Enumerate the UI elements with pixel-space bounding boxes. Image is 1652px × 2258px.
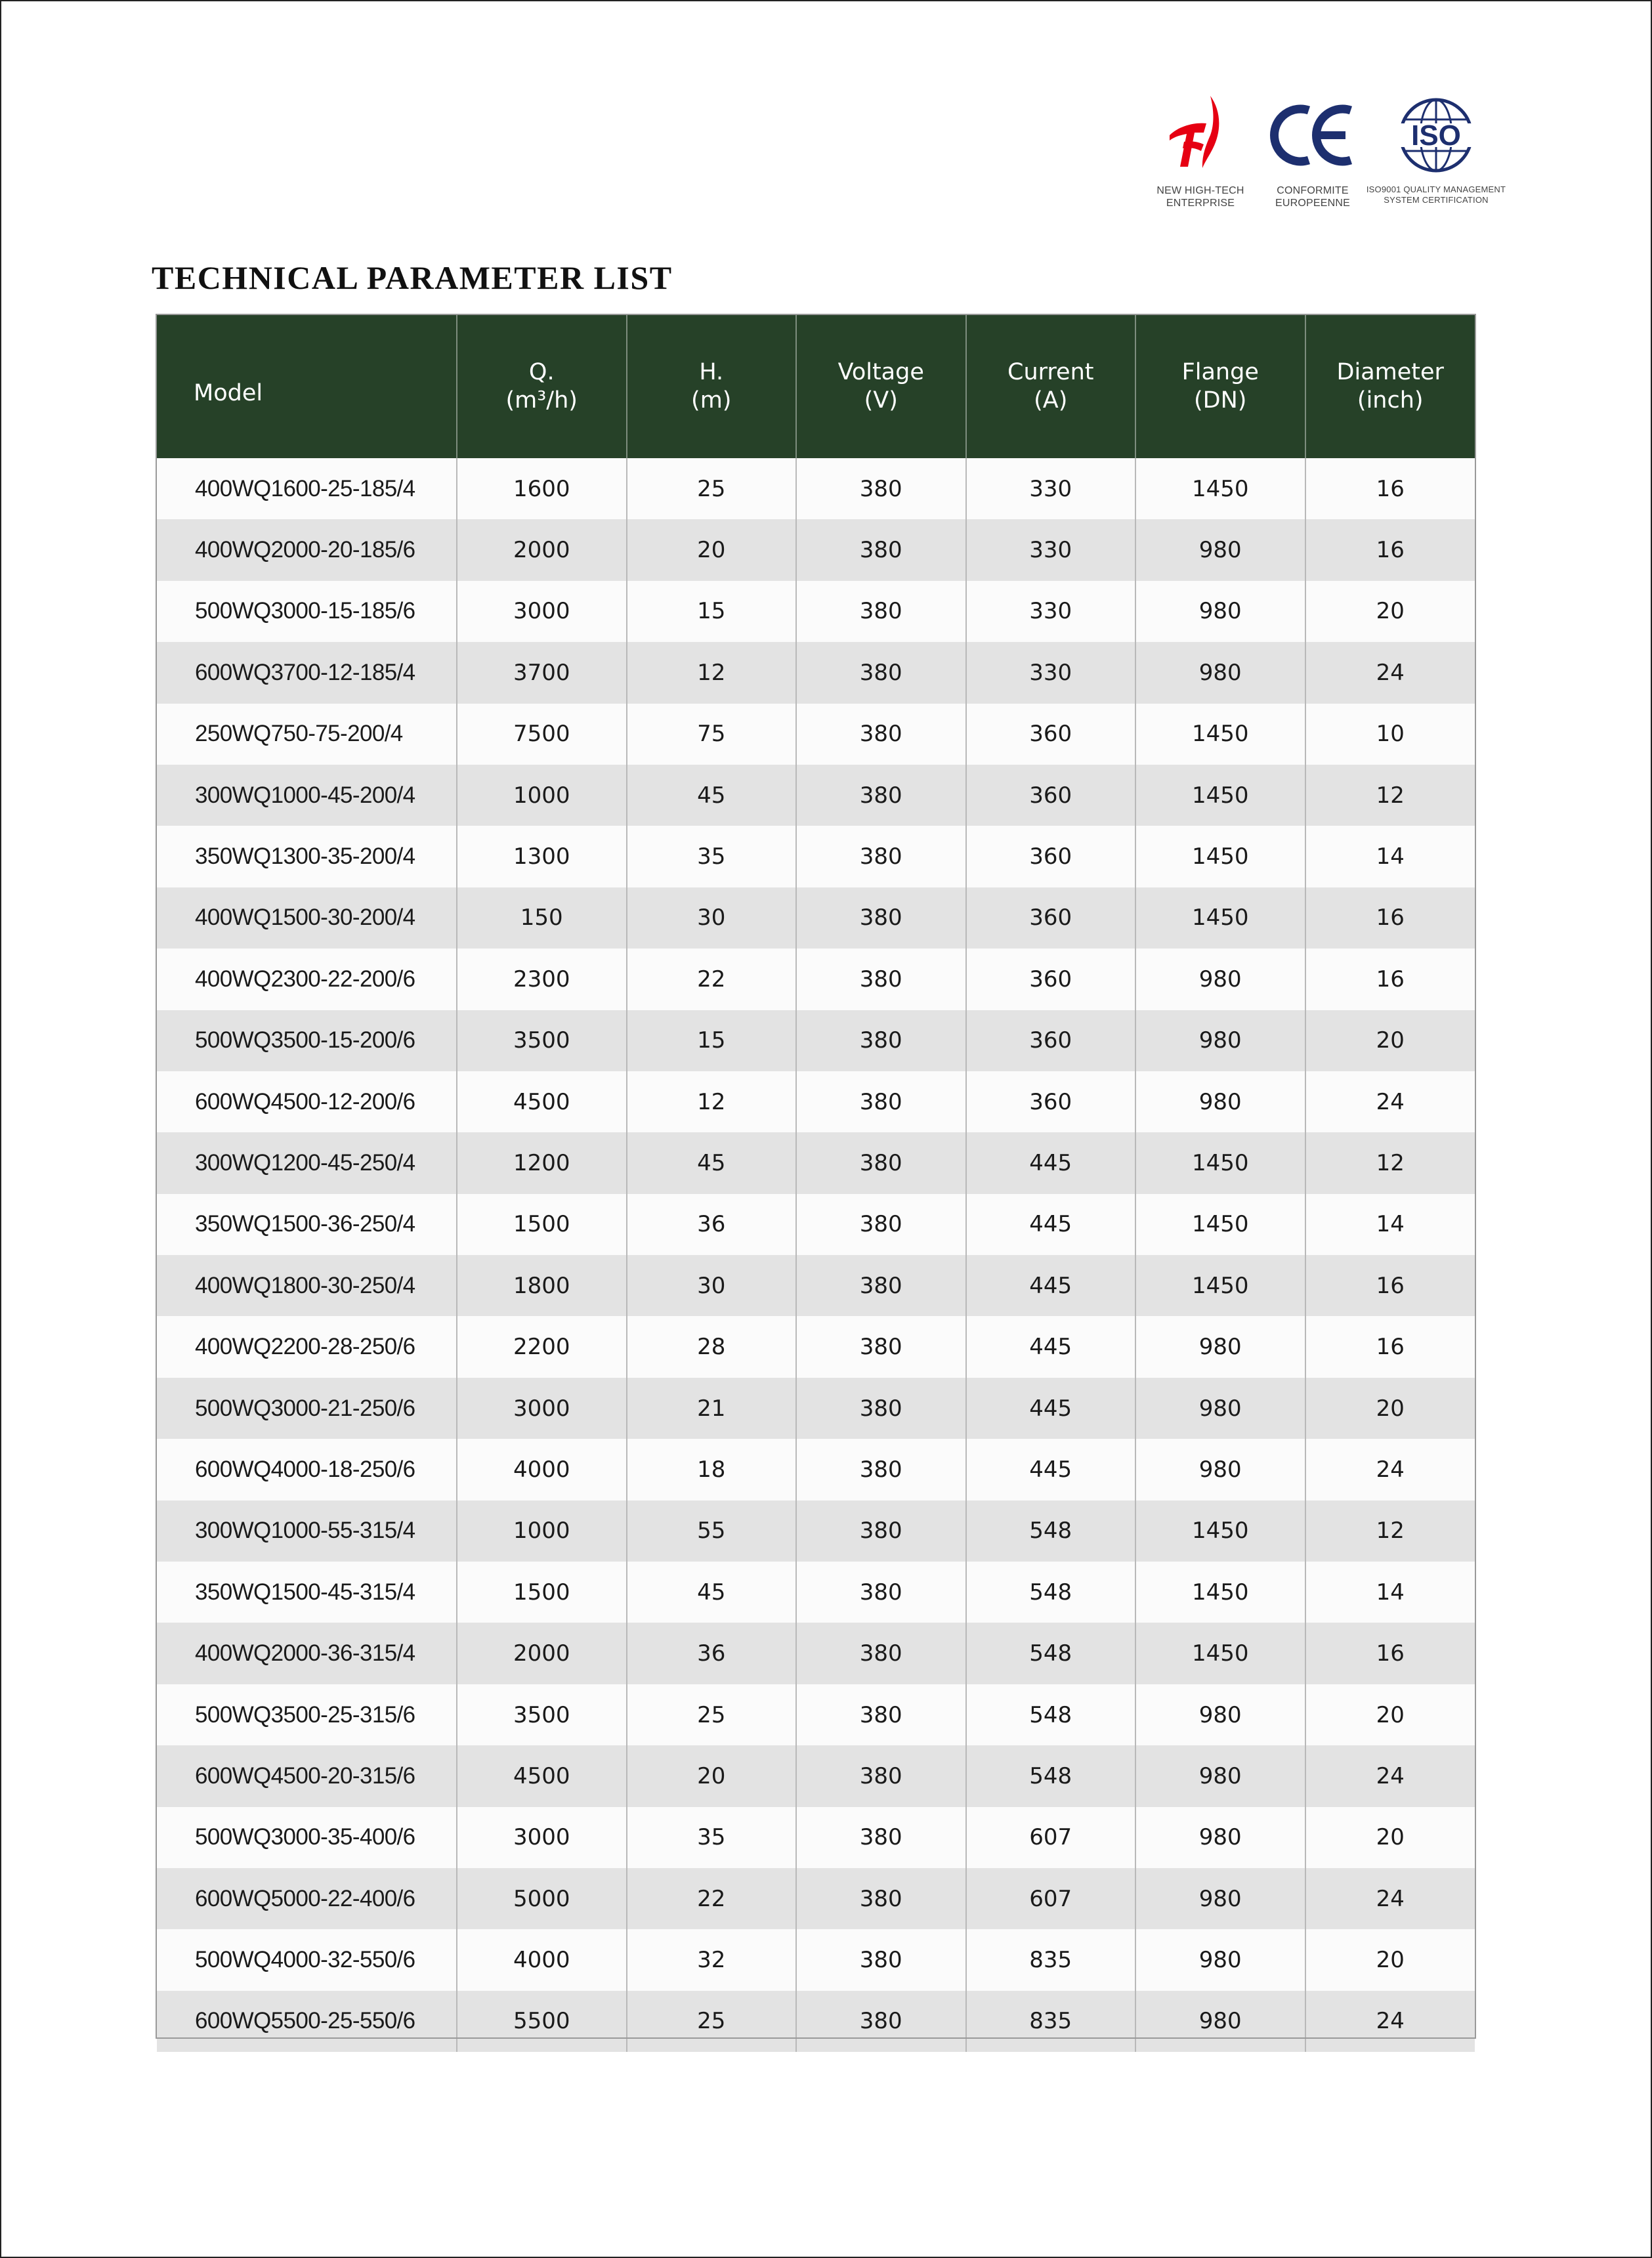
flow-cell: 2000 [457,519,627,580]
voltage-cell: 380 [796,1807,966,1868]
table-row [157,1501,1475,1562]
table-row [157,1132,1475,1193]
flow-cell: 4500 [457,1071,627,1132]
table-row [157,887,1475,948]
flow-cell: 2300 [457,948,627,1010]
diameter-cell: 16 [1305,1623,1475,1684]
diameter-cell: 14 [1305,1562,1475,1623]
model-cell: 600WQ5500-25-550/6 [157,1991,457,2052]
diameter-cell: 20 [1305,1929,1475,1990]
head-cell: 45 [627,765,797,826]
voltage-cell: 380 [796,1071,966,1132]
ce-mark-icon [1267,93,1359,177]
flange-cell: 980 [1135,1929,1305,1990]
flow-cell: 1500 [457,1194,627,1255]
model-cell: 400WQ1500-30-200/4 [157,887,457,948]
table-header [157,315,1475,458]
head-cell: 75 [627,704,797,765]
diameter-cell: 10 [1305,704,1475,765]
current-cell: 445 [966,1378,1136,1439]
model-cell: 500WQ4000-32-550/6 [157,1929,457,1990]
current-cell: 360 [966,1071,1136,1132]
flange-cell: 980 [1135,1868,1305,1929]
model-cell: 400WQ2000-36-315/4 [157,1623,457,1684]
table-row [157,765,1475,826]
model-cell: 300WQ1200-45-250/4 [157,1132,457,1193]
head-cell: 25 [627,1684,797,1745]
iso-logo-text: ISO [1411,119,1461,152]
diameter-cell: 24 [1305,1439,1475,1500]
head-cell: 20 [627,1745,797,1806]
diameter-cell: 24 [1305,1868,1475,1929]
flange-cell: 1450 [1135,1194,1305,1255]
column-header-unit: (m³/h) [505,387,578,414]
head-cell: 36 [627,1623,797,1684]
flow-cell: 7500 [457,704,627,765]
current-cell: 445 [966,1194,1136,1255]
flow-cell: 4500 [457,1745,627,1806]
column-header-label: Voltage [837,359,924,385]
flow-cell: 1500 [457,1562,627,1623]
current-cell: 360 [966,948,1136,1010]
voltage-cell: 380 [796,1439,966,1500]
model-cell: 600WQ4000-18-250/6 [157,1439,457,1500]
current-cell: 445 [966,1132,1136,1193]
column-header-label: Diameter [1336,359,1444,385]
table-header-row [157,315,1475,458]
head-cell: 12 [627,642,797,703]
table-row [157,1316,1475,1377]
column-header-flow [457,315,627,458]
table-row [157,1010,1475,1071]
flange-cell: 980 [1135,1807,1305,1868]
current-cell: 360 [966,704,1136,765]
head-cell: 35 [627,1807,797,1868]
voltage-cell: 380 [796,1132,966,1193]
current-cell: 835 [966,1991,1136,2052]
table-body [157,458,1475,2052]
flange-cell: 980 [1135,581,1305,642]
diameter-cell: 16 [1305,458,1475,519]
head-cell: 20 [627,519,797,580]
diameter-cell: 24 [1305,1071,1475,1132]
diameter-cell: 20 [1305,1684,1475,1745]
flange-cell: 1450 [1135,704,1305,765]
head-cell: 45 [627,1132,797,1193]
column-header-label: Current [1007,359,1094,385]
current-cell: 360 [966,826,1136,887]
new-high-tech-enterprise-caption: NEW HIGH-TECH ENTERPRISE [1156,185,1244,209]
table-row [157,826,1475,887]
flange-cell: 980 [1135,642,1305,703]
diameter-cell: 16 [1305,1255,1475,1316]
diameter-cell: 24 [1305,1745,1475,1806]
table-row [157,1255,1475,1316]
head-cell: 30 [627,1255,797,1316]
diameter-cell: 16 [1305,887,1475,948]
table-row [157,1929,1475,1990]
column-header-current [966,315,1136,458]
current-cell: 548 [966,1623,1136,1684]
flow-cell: 2200 [457,1316,627,1377]
flange-cell: 1450 [1135,887,1305,948]
flange-cell: 980 [1135,1316,1305,1377]
voltage-cell: 380 [796,1991,966,2052]
voltage-cell: 380 [796,1562,966,1623]
head-cell: 55 [627,1501,797,1562]
flow-cell: 1800 [457,1255,627,1316]
head-cell: 25 [627,1991,797,2052]
flow-cell: 4000 [457,1929,627,1990]
flow-cell: 3000 [457,1378,627,1439]
current-cell: 330 [966,642,1136,703]
diameter-cell: 12 [1305,765,1475,826]
flange-cell: 1450 [1135,1562,1305,1623]
voltage-cell: 380 [796,1255,966,1316]
table-row [157,1684,1475,1745]
voltage-cell: 380 [796,1684,966,1745]
table-row [157,1378,1475,1439]
model-cell: 600WQ4500-12-200/6 [157,1071,457,1132]
flow-cell: 150 [457,887,627,948]
flow-cell: 4000 [457,1439,627,1500]
head-cell: 35 [627,826,797,887]
current-cell: 360 [966,765,1136,826]
voltage-cell: 380 [796,1194,966,1255]
voltage-cell: 380 [796,519,966,580]
voltage-cell: 380 [796,1316,966,1377]
voltage-cell: 380 [796,1929,966,1990]
column-header-label: Flange [1181,359,1259,385]
diameter-cell: 20 [1305,1807,1475,1868]
flow-cell: 1000 [457,765,627,826]
current-cell: 445 [966,1255,1136,1316]
page-title: TECHNICAL PARAMETER LIST [152,259,673,296]
model-cell: 400WQ1800-30-250/4 [157,1255,457,1316]
flange-cell: 980 [1135,519,1305,580]
table-row [157,704,1475,765]
flow-cell: 1600 [457,458,627,519]
flange-cell: 980 [1135,1071,1305,1132]
column-header-voltage [796,315,966,458]
voltage-cell: 380 [796,887,966,948]
model-cell: 250WQ750-75-200/4 [157,704,457,765]
flange-cell: 1450 [1135,1255,1305,1316]
new-high-tech-enterprise-icon [1164,93,1237,177]
technical-parameter-table [157,315,1475,2052]
model-cell: 350WQ1300-35-200/4 [157,826,457,887]
flange-cell: 1450 [1135,1132,1305,1193]
flange-cell: 1450 [1135,826,1305,887]
diameter-cell: 12 [1305,1132,1475,1193]
flange-cell: 1450 [1135,1623,1305,1684]
model-cell: 300WQ1000-55-315/4 [157,1501,457,1562]
current-cell: 548 [966,1562,1136,1623]
head-cell: 18 [627,1439,797,1500]
table-row [157,1439,1475,1500]
table-row [157,1745,1475,1806]
model-cell: 350WQ1500-45-315/4 [157,1562,457,1623]
current-cell: 445 [966,1439,1136,1500]
column-header-head [627,315,797,458]
current-cell: 330 [966,458,1136,519]
flange-cell: 980 [1135,1010,1305,1071]
column-header-label: Q. [528,359,555,385]
model-cell: 400WQ2000-20-185/6 [157,519,457,580]
ce-mark-badge [1260,93,1365,209]
iso-globe-icon [1390,93,1482,177]
voltage-cell: 380 [796,1745,966,1806]
voltage-cell: 380 [796,1501,966,1562]
flange-cell: 980 [1135,1378,1305,1439]
flange-cell: 1450 [1135,458,1305,519]
model-cell: 500WQ3500-25-315/6 [157,1684,457,1745]
voltage-cell: 380 [796,1868,966,1929]
flow-cell: 1300 [457,826,627,887]
voltage-cell: 380 [796,704,966,765]
table-row [157,1807,1475,1868]
flow-cell: 1000 [457,1501,627,1562]
table-row [157,581,1475,642]
voltage-cell: 380 [796,1010,966,1071]
column-header-label: Model [194,379,263,406]
head-cell: 22 [627,948,797,1010]
iso-certification-caption: ISO9001 QUALITY MANAGEMENT SYSTEM CERTIFICATION [1366,184,1506,205]
table-row [157,948,1475,1010]
model-cell: 350WQ1500-36-250/4 [157,1194,457,1255]
iso-certification-badge [1357,93,1515,205]
diameter-cell: 14 [1305,1194,1475,1255]
column-header-flange [1135,315,1305,458]
diameter-cell: 24 [1305,1991,1475,2052]
column-header-diameter [1305,315,1475,458]
head-cell: 22 [627,1868,797,1929]
head-cell: 30 [627,887,797,948]
flange-cell: 980 [1135,1991,1305,2052]
voltage-cell: 380 [796,826,966,887]
flow-cell: 1200 [457,1132,627,1193]
column-header-label: H. [699,359,724,385]
ce-mark-caption: CONFORMITE EUROPEENNE [1275,185,1351,209]
current-cell: 548 [966,1745,1136,1806]
diameter-cell: 20 [1305,1378,1475,1439]
head-cell: 12 [627,1071,797,1132]
table-row [157,1071,1475,1132]
flow-cell: 3000 [457,1807,627,1868]
current-cell: 835 [966,1929,1136,1990]
diameter-cell: 20 [1305,1010,1475,1071]
current-cell: 445 [966,1316,1136,1377]
model-cell: 600WQ4500-20-315/6 [157,1745,457,1806]
diameter-cell: 20 [1305,581,1475,642]
column-header-unit: (inch) [1357,387,1424,414]
flange-cell: 1450 [1135,765,1305,826]
head-cell: 32 [627,1929,797,1990]
flow-cell: 2000 [457,1623,627,1684]
voltage-cell: 380 [796,581,966,642]
model-cell: 400WQ2200-28-250/6 [157,1316,457,1377]
column-header-unit: (m) [691,387,732,414]
model-cell: 500WQ3000-35-400/6 [157,1807,457,1868]
flange-cell: 980 [1135,1439,1305,1500]
head-cell: 28 [627,1316,797,1377]
head-cell: 25 [627,458,797,519]
current-cell: 607 [966,1868,1136,1929]
table-row [157,1623,1475,1684]
new-high-tech-enterprise-badge [1145,93,1256,209]
diameter-cell: 16 [1305,948,1475,1010]
head-cell: 45 [627,1562,797,1623]
head-cell: 36 [627,1194,797,1255]
model-cell: 500WQ3000-15-185/6 [157,581,457,642]
table-row [157,458,1475,519]
flange-cell: 980 [1135,948,1305,1010]
model-cell: 300WQ1000-45-200/4 [157,765,457,826]
table-row [157,1991,1475,2052]
flange-cell: 980 [1135,1684,1305,1745]
flow-cell: 5000 [457,1868,627,1929]
diameter-cell: 16 [1305,1316,1475,1377]
current-cell: 330 [966,519,1136,580]
current-cell: 607 [966,1807,1136,1868]
table-row [157,642,1475,703]
table-row [157,519,1475,580]
model-cell: 500WQ3500-15-200/6 [157,1010,457,1071]
current-cell: 360 [966,1010,1136,1071]
voltage-cell: 380 [796,642,966,703]
column-header-unit: (DN) [1194,387,1247,414]
flow-cell: 3700 [457,642,627,703]
model-cell: 600WQ5000-22-400/6 [157,1868,457,1929]
table-row [157,1562,1475,1623]
model-cell: 400WQ2300-22-200/6 [157,948,457,1010]
model-cell: 400WQ1600-25-185/4 [157,458,457,519]
flow-cell: 3000 [457,581,627,642]
flange-cell: 1450 [1135,1501,1305,1562]
model-cell: 600WQ3700-12-185/4 [157,642,457,703]
table-row [157,1868,1475,1929]
current-cell: 548 [966,1684,1136,1745]
table-row [157,1194,1475,1255]
diameter-cell: 16 [1305,519,1475,580]
voltage-cell: 380 [796,1623,966,1684]
head-cell: 15 [627,1010,797,1071]
current-cell: 360 [966,887,1136,948]
column-header-unit: (A) [1034,387,1068,414]
column-header-unit: (V) [864,387,898,414]
current-cell: 548 [966,1501,1136,1562]
voltage-cell: 380 [796,1378,966,1439]
flow-cell: 5500 [457,1991,627,2052]
flow-cell: 3500 [457,1010,627,1071]
voltage-cell: 380 [796,458,966,519]
diameter-cell: 12 [1305,1501,1475,1562]
diameter-cell: 14 [1305,826,1475,887]
current-cell: 330 [966,581,1136,642]
voltage-cell: 380 [796,948,966,1010]
head-cell: 15 [627,581,797,642]
diameter-cell: 24 [1305,642,1475,703]
model-cell: 500WQ3000-21-250/6 [157,1378,457,1439]
flow-cell: 3500 [457,1684,627,1745]
head-cell: 21 [627,1378,797,1439]
voltage-cell: 380 [796,765,966,826]
flange-cell: 980 [1135,1745,1305,1806]
column-header-model [157,315,457,458]
